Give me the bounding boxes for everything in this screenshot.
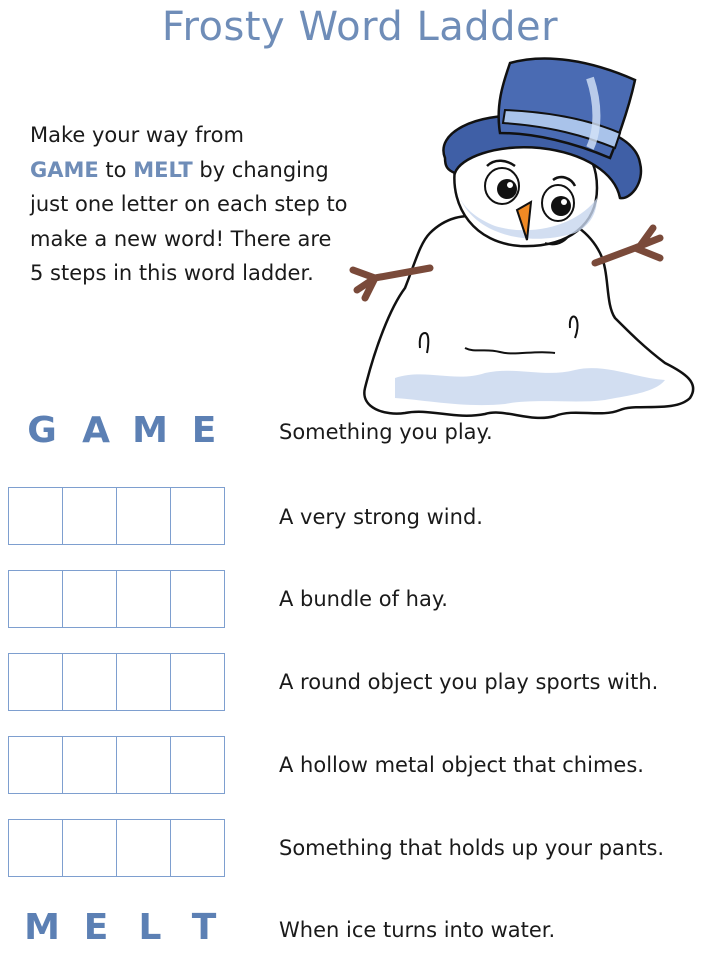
start-letter: A [82,410,110,451]
clue-1: Something you play. [279,420,493,444]
end-letter: L [138,907,162,948]
letter-box[interactable] [117,820,171,876]
page-title: Frosty Word Ladder [161,4,559,50]
clue-5: A hollow metal object that chimes. [279,753,644,777]
end-letter: E [83,907,109,948]
clue-4: A round object you play sports with. [279,670,659,694]
answer-row-2[interactable] [8,570,225,628]
start-letter: M [132,410,168,451]
end-letter: T [191,907,217,948]
answer-row-4[interactable] [8,736,225,794]
letter-box[interactable] [171,488,224,544]
clue-7: When ice turns into water. [279,918,556,942]
letter-box[interactable] [63,654,117,710]
intro-to: to [105,157,127,182]
intro-rest: by changing just one letter on each step to make a new word! There are 5 steps in this word ladder. [30,157,348,285]
start-letter: G [27,410,57,451]
letter-box[interactable] [63,488,117,544]
letter-box[interactable] [9,737,63,793]
answer-row-1[interactable] [8,487,225,545]
letter-box[interactable] [9,488,63,544]
letter-box[interactable] [117,571,171,627]
end-word: MELT [133,157,193,182]
letter-box[interactable] [171,737,224,793]
letter-box[interactable] [117,488,171,544]
answer-row-5[interactable] [8,819,225,877]
letter-box[interactable] [117,737,171,793]
start-letter: E [191,410,217,451]
letter-box[interactable] [63,820,117,876]
end-letter: M [24,907,60,948]
letter-box[interactable] [63,571,117,627]
start-word: GAME [30,157,99,182]
letter-box[interactable] [63,737,117,793]
clue-3: A bundle of hay. [279,587,448,611]
letter-box[interactable] [9,820,63,876]
intro-lead: Make your way from [30,123,244,147]
letter-box[interactable] [9,654,63,710]
letter-box[interactable] [171,820,224,876]
clue-6: Something that holds up your pants. [279,836,665,860]
answer-row-3[interactable] [8,653,225,711]
melting-snowman-illustration [335,48,700,428]
letter-box[interactable] [117,654,171,710]
clue-2: A very strong wind. [279,505,483,529]
letter-box[interactable] [9,571,63,627]
end-word-letters [8,907,238,948]
letter-box[interactable] [171,654,224,710]
letter-box[interactable] [171,571,224,627]
instructions-text [30,118,350,291]
start-word-letters [8,410,238,451]
